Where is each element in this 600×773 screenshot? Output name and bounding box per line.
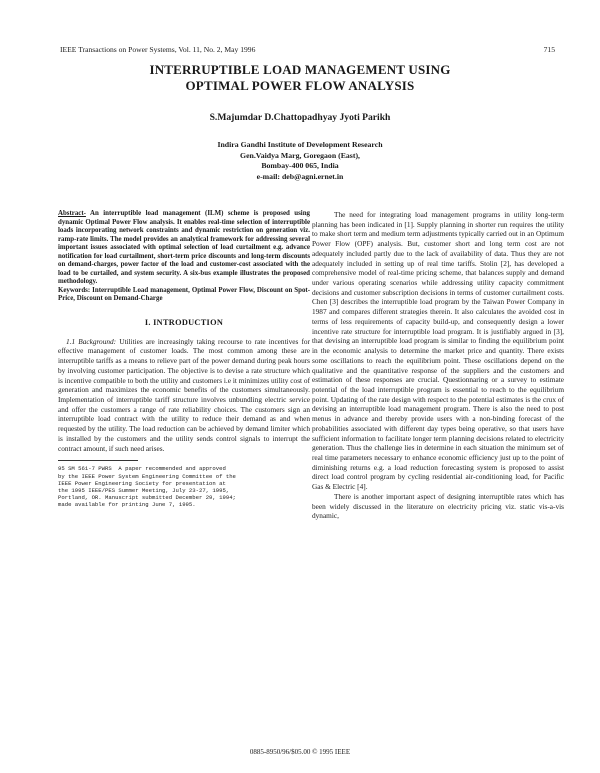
right-column — [312, 210, 564, 521]
copyright-footer: 0885-8950/96/$05.00 © 1995 IEEE — [249, 748, 351, 756]
affiliation-email: e-mail: deb@agni.ernet.in — [256, 171, 344, 181]
body-paragraph-1: The need for integrating load management programs in utility long-term planning has been indicated in [1]. Supply planning in shorter run requires the utility to make short term and medium term adjustments typically carried out in an Optimum Power Flow (OPF) analysis. But, customer short and long term cost are not adequately included partly due to the lack of availability of data. Thus they are not adequately included in setting up of real time tariffs. Stolin [2], has developed a comprehensive model of real-time pricing scheme, that balances supply and demand under various operating scenarios while addressing utility capacity commitment decisions and customer subscription decisions in terms of customer curtailment costs. Chen [3] describes the interruptible load program by the Taiwan Power Company in 1987 and compares different strategies therein. It also calculates the avoided cost in terms of less requirements of capacity build-up, and consequently design a lower incentive rate structure for interruptible load program. It is justifiably argued in [3], that devising an interruptible load program is similar to finding the equilibrium point in the economic analysis to determine the market price and quantity. There exists some oscillations to reach the equilibrium point. These oscillations depend on the qualitative and the quantitative response of the suppliers and the customers and estimation of these responses are crucial. Questionnaring or a survey to estimate potential of the load interruptible program is essential to reach to the equilibrium point. Updating of the rate design with respect to the potential estimates is the crux of devising an interruptible load management program. There is also the need to post menus in advance and thereby provide users with a non-binding forecast of the probabilities associated with different day types being operative, so that users have sufficient information to facilitate longer term planning decisions related to electricity generation. Thus the challenge lies in determine in each situation the minimum set of real time parameters necessary to enhance economic efficiency just up to the point of diminishing returns e.g. a load reduction forecasting system is proposed to assist direct load control program by cycling residential air-conditioning load, for Pacific Gas & Electric [4]. — [312, 210, 564, 492]
journal-citation: IEEE Transactions on Power Systems, Vol. 11, No. 2, May 1996 — [60, 45, 256, 54]
abstract-text: An interruptible load management (ILM) scheme is proposed using dynamic Optimal Power Flow analysis. It enables real-time selection of interruptible loads incorporating network constraints and dynamic restriction on generation viz. ramp-rate limits. The model provides an analytical framework for addressing several important issues associated with optimal selection of load curtailment e.g. advance notification for load curtailment, short-term price discounts and long-term discounts on demand-charges, power factor of the load and customer-cost associated with the load to be curtailed, and system security. A six-bus example illustrates the proposed methodology. — [58, 210, 310, 286]
introduction-paragraph — [58, 337, 310, 454]
author-list: S.Majumdar D.Chattopadhyay Jyoti Parikh — [209, 112, 391, 123]
page-number: 715 — [543, 45, 555, 54]
abstract — [58, 210, 310, 287]
title-line-2: OPTIMAL POWER FLOW ANALYSIS — [185, 77, 415, 93]
body-paragraph-2: There is another important aspect of designing interruptible rates which has been widely discussed in the literature on electricity pricing viz. static vis-a-vis dynamic, — [312, 491, 564, 521]
affiliation-block — [0, 140, 600, 182]
keywords — [58, 287, 310, 304]
affiliation-institute: Indira Gandhi Institute of Development Research — [217, 140, 383, 149]
background-text: Utilities are increasingly taking recourse to rate incentives for effective management of customer loads. The most common among these are interruptible tariffs as a means to relieve part of the power demand during peak hours by involving customer participation. The objective is to devise a rate structure which is incentive compatible to both the utility and customers i.e it minimizes utility cost of generation and maximizes the economic benefits of the customers simultaneously. Implementation of interruptible tariff structure involves unbundling electric service and offer the customers a range of rate reliability choices. The customers sign an interruptible load contract with the utility to reduce their demand as and when requested by the utility. The load reduction can be achieved by demand limiter which is installed by the customers and the utility sends control signals to interrupt the contract amount, if such need arises. — [58, 336, 310, 453]
affiliation-street: Gen.Vaidya Marg, Goregaon (East), — [240, 150, 360, 160]
abstract-label: Abstract- — [58, 210, 86, 217]
paper-title — [0, 62, 600, 93]
left-column — [58, 210, 310, 509]
title-line-1: INTERRUPTIBLE LOAD MANAGEMENT USING — [149, 62, 451, 77]
footnote-divider — [58, 460, 138, 461]
section-heading-introduction: I. INTRODUCTION — [144, 318, 224, 328]
subsection-heading-background: 1.1 Background: — [66, 336, 117, 346]
running-header — [60, 45, 555, 57]
keywords-label: Keywords: — [58, 286, 91, 294]
keywords-text: Interruptible Load management, Optimal Power Flow, Discount on Spot-Price, Discount on Demand-Charge — [58, 286, 310, 303]
affiliation-city: Bombay-400 065, India — [261, 161, 339, 171]
footnote: 95 SM 561-7 PWRS A paper recommended and approved by the IEEE Power System Engineering Committee of the IEEE Power Engineering Society for presentation at the 1995 IEEE/PES Summer Meeting, July 23-27, 1995, Portland, OR. Manuscript submitted December 29, 1994; made available for printing June 7, 1995. — [58, 465, 236, 509]
